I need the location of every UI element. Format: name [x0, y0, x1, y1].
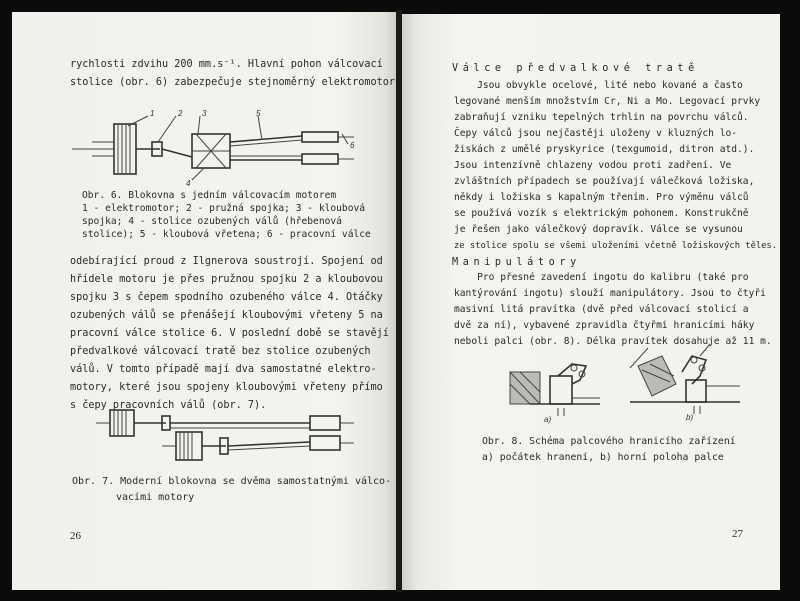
fig6-caption-3: spojka; 4 - stolice ozubených válů (hřebenová [82, 216, 342, 227]
fig7-lower-roll [310, 436, 340, 450]
left-top-line-1: rychlosti zdvihu 200 mm.s⁻¹. Hlavní pohon válcovací [70, 59, 383, 70]
rolls-line-4: Čepy válců jsou nejčastěji uloženy v kluzných lo- [454, 128, 738, 139]
left-body-line-8: motory, které jsou spojeny kloubovými vřeteny přímo [70, 382, 383, 393]
left-body-line-3: spojku 3 s čepem spodního ozubeného válce 4. Otáčky [70, 292, 383, 303]
left-top-line-2: stolice (obr. 6) zabezpečuje stejnoměrný elektromotor [70, 77, 396, 88]
fig8b-drawing [630, 344, 740, 414]
figure-8-drawing [510, 336, 750, 426]
rolls-line-5: žiskách z umělé pryskyrice (texgumoid, ditron atd.). [454, 144, 755, 155]
rolls-line-7: zvláštních případech se používají válečková ložiska, [454, 176, 755, 187]
manip-line-3: masivní litá pravítka (dvě před válcovací stolicí a [454, 304, 749, 315]
fig6-label-5: 5 [256, 109, 261, 118]
left-body-line-7: válů. V tomto případě mají dva samostatné elektro- [70, 364, 377, 375]
fig8-caption-1: Obr. 8. Schéma palcového hranicího zařízení [482, 436, 736, 447]
fig7-caption-1: Obr. 7. Moderní blokovna se dvěma samostatnými válco- [72, 476, 392, 487]
left-page [12, 12, 396, 590]
fig6-motor [114, 124, 136, 174]
rolls-line-10: je řešen jako válečkový dopravík. Válce se vysunou [454, 224, 743, 235]
fig7-caption-2: vacími motory [116, 492, 195, 503]
manip-line-2: kantýrování ingotu) slouží manipulátory. Jsou to čtyři [454, 288, 766, 299]
fig6-label-3: 3 [202, 109, 207, 118]
fig8a-drawing [510, 364, 600, 416]
rolls-line-1: Jsou obvykle ocelové, lité nebo kované a často [454, 80, 743, 91]
right-page [402, 14, 780, 590]
fig6-caption-1: Obr. 6. Blokovna s jedním válcovacím motorem [82, 190, 337, 201]
rolls-line-6: Jsou intenzívně chlazeny vodou proti zadření. Ve [454, 160, 732, 171]
manip-line-1: Pro přesné zavedení ingotu do kalibru (také pro [454, 272, 749, 283]
fig7-upper-roll [310, 416, 340, 430]
fig6-label-1: 1 [150, 109, 155, 118]
left-body-line-9: s čepy pracovních válů (obr. 7). [70, 400, 267, 411]
fig6-upper-roll [302, 132, 338, 142]
fig6-caption-4: stolice); 5 - kloubová vřetena; 6 - pracovní válce [82, 229, 371, 240]
left-body-line-6: předvalkové válcovací tratě bez stolice ozubených [70, 346, 371, 357]
fig6-label-2: 2 [178, 109, 183, 118]
fig8-caption-2: a) počátek hranení, b) horní poloha palce [482, 452, 724, 463]
manip-line-4: dvě za ní), vybavené zpravidla čtyřmi hranicími háky [454, 320, 755, 331]
right-page-number: 27 [732, 528, 743, 540]
left-page-number: 26 [70, 530, 81, 542]
section-heading-rolls: Válce předvalkové tratě [452, 63, 699, 74]
fig8-label-a: a) [544, 415, 552, 424]
rolls-line-9: se používá vozík s elektrickým pohonem. Konstrukčně [454, 208, 749, 219]
manip-line-5: neboli palci (obr. 8). Délka pravítek dosahuje až 11 m. [454, 336, 772, 347]
rolls-line-2: legované menším množstvím Cr, Ni a Mo. Legovací prvky [454, 96, 761, 107]
figure-6-drawing [72, 109, 362, 188]
rolls-line-8: někdy i ložiska s kapalným třením. Pro výměnu válců [454, 192, 749, 203]
left-body-line-5: pracovní válce stolice 6. V poslední době se stavějí [70, 328, 389, 339]
fig8-label-b: b) [686, 413, 694, 422]
left-body-line-2: hřídele motoru je přes pružnou spojku 2 a kloubovou [70, 274, 383, 285]
rolls-line-3: zabraňují vzniku tepelných trhlin na povrchu válců. [454, 112, 749, 123]
left-body-line-4: ozubených válů se přenášejí kloubovými vřeteny 5 na [70, 310, 383, 321]
fig6-caption-2: 1 - elektromotor; 2 - pružná spojka; 3 - kloubová [82, 203, 366, 214]
fig6-label-4: 4 [186, 179, 191, 188]
fig6-label-6: 6 [350, 141, 355, 150]
section-heading-manipulators: Manipulátory [452, 257, 581, 268]
fig6-lower-roll [302, 154, 338, 164]
left-body-line-1: odebírající proud z Ilgnerova soustrojí. Spojení od [70, 256, 383, 267]
figure-7-drawing [96, 398, 356, 468]
rolls-line-11: ze stolice spolu se všemi uloženími včetně ložiskových těles. [454, 241, 778, 251]
